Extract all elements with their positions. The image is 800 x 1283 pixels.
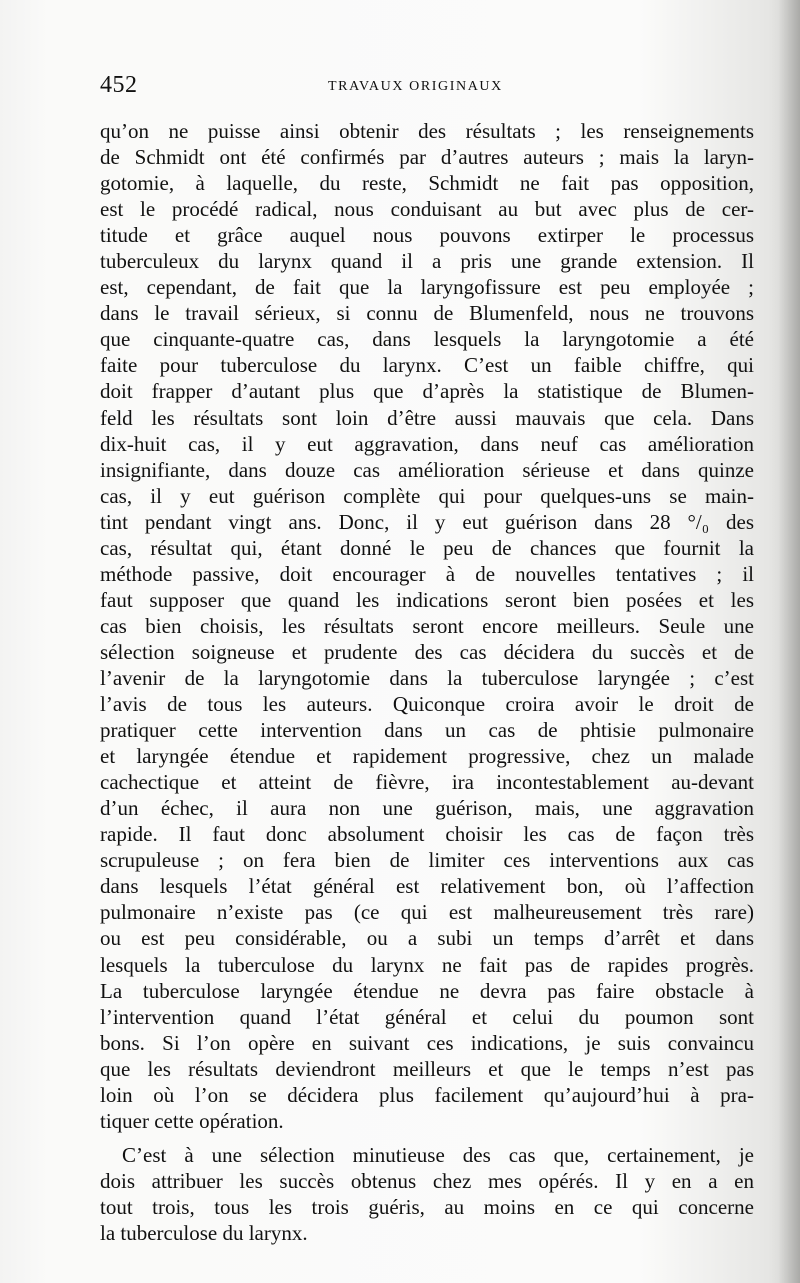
text-line: de Schmidt ont été confirmés par d’autres auteurs ; mais la laryn- (100, 145, 754, 170)
body-text (100, 118, 754, 1246)
text-line: faut supposer que quand les indications seront bien posées et les (100, 587, 754, 612)
text-line: feld les résultats sont loin d’être aussi mauvais que cela. Dans (100, 405, 754, 430)
text-line: dans le travail sérieux, si connu de Blumenfeld, nous ne trouvons (100, 301, 754, 326)
text-line: ou est peu considérable, ou a subi un temps d’arrêt et dans (100, 926, 754, 951)
text-line: que cinquante-quatre cas, dans lesquels la laryngotomie a été (100, 327, 754, 352)
text-line: d’un échec, il aura non une guérison, mais, une aggravation (100, 796, 754, 821)
text-line: scrupuleuse ; on fera bien de limiter ces interventions aux cas (100, 848, 754, 873)
text-line: est, cependant, de fait que la laryngofissure est peu employée ; (100, 275, 754, 300)
text-line: la tuberculose du larynx. (100, 1220, 308, 1245)
paragraph-2 (100, 1142, 754, 1246)
text-line: l’intervention quand l’état général et celui du poumon sont (100, 1004, 754, 1029)
text-line: dans lesquels l’état général est relativement bon, où l’affection (100, 874, 754, 899)
text-line: dois attribuer les succès obtenus chez mes opérés. Il y en a en (100, 1168, 754, 1193)
text-line: tint pendant vingt ans. Donc, il y eut guérison dans 28 °/₀ des (100, 509, 754, 534)
text-line: méthode passive, doit encourager à de nouvelles tentatives ; il (100, 561, 754, 586)
text-line: cachectique et atteint de fièvre, ira incontestablement au-devant (100, 770, 754, 795)
text-line: faite pour tuberculose du larynx. C’est un faible chiffre, qui (100, 353, 754, 378)
running-title: TRAVAUX ORIGINAUX (328, 79, 503, 94)
running-head (100, 72, 760, 102)
paragraph-1 (100, 118, 754, 1134)
text-line: que les résultats deviendront meilleurs et que le temps n’est pas (100, 1056, 754, 1081)
text-line: et laryngée étendue et rapidement progressive, chez un malade (100, 744, 754, 769)
text-line: gotomie, à laquelle, du reste, Schmidt ne fait pas opposition, (100, 171, 754, 196)
text-line: sélection soigneuse et prudente des cas décidera du succès et de (100, 639, 754, 664)
text-line: cas, il y eut guérison complète qui pour quelques-uns se main- (100, 483, 754, 508)
text-line: loin où l’on se décidera plus facilement qu’aujourd’hui à pra- (100, 1082, 754, 1107)
text-line: cas bien choisis, les résultats seront encore meilleurs. Seule une (100, 613, 754, 638)
text-line: tiquer cette opération. (100, 1108, 284, 1133)
text-line: C’est à une sélection minutieuse des cas que, certainement, je (122, 1142, 754, 1167)
text-line: est le procédé radical, nous conduisant au but avec plus de cer- (100, 197, 754, 222)
text-line: doit frapper d’autant plus que d’après la statistique de Blumen- (100, 379, 754, 404)
text-line: titude et grâce auquel nous pouvons extirper le processus (100, 223, 754, 248)
text-line: lesquels la tuberculose du larynx ne fait pas de rapides progrès. (100, 952, 754, 977)
text-line: dix-huit cas, il y eut aggravation, dans neuf cas amélioration (100, 431, 754, 456)
text-line: qu’on ne puisse ainsi obtenir des résultats ; les renseignements (100, 119, 754, 143)
text-line: rapide. Il faut donc absolument choisir les cas de façon très (100, 822, 754, 847)
text-line: bons. Si l’on opère en suivant ces indications, je suis convaincu (100, 1030, 754, 1055)
text-line: pratiquer cette intervention dans un cas de phtisie pulmonaire (100, 718, 754, 743)
text-line: pulmonaire n’existe pas (ce qui est malheureusement très rare) (100, 900, 754, 925)
page-edge-shadow (778, 0, 800, 1283)
text-line: tout trois, tous les trois guéris, au moins en ce qui concerne (100, 1194, 754, 1219)
text-line: insignifiante, dans douze cas amélioration sérieuse et dans quinze (100, 457, 754, 482)
text-line: cas, résultat qui, étant donné le peu de chances que fournit la (100, 535, 754, 560)
text-line: tuberculeux du larynx quand il a pris une grande extension. Il (100, 249, 754, 274)
page-number: 452 (100, 72, 138, 98)
text-line: La tuberculose laryngée étendue ne devra pas faire obstacle à (100, 978, 754, 1003)
text-line: l’avis de tous les auteurs. Quiconque croira avoir le droit de (100, 692, 754, 717)
text-line: l’avenir de la laryngotomie dans la tuberculose laryngée ; c’est (100, 665, 754, 690)
paragraph-gap (100, 1134, 754, 1142)
